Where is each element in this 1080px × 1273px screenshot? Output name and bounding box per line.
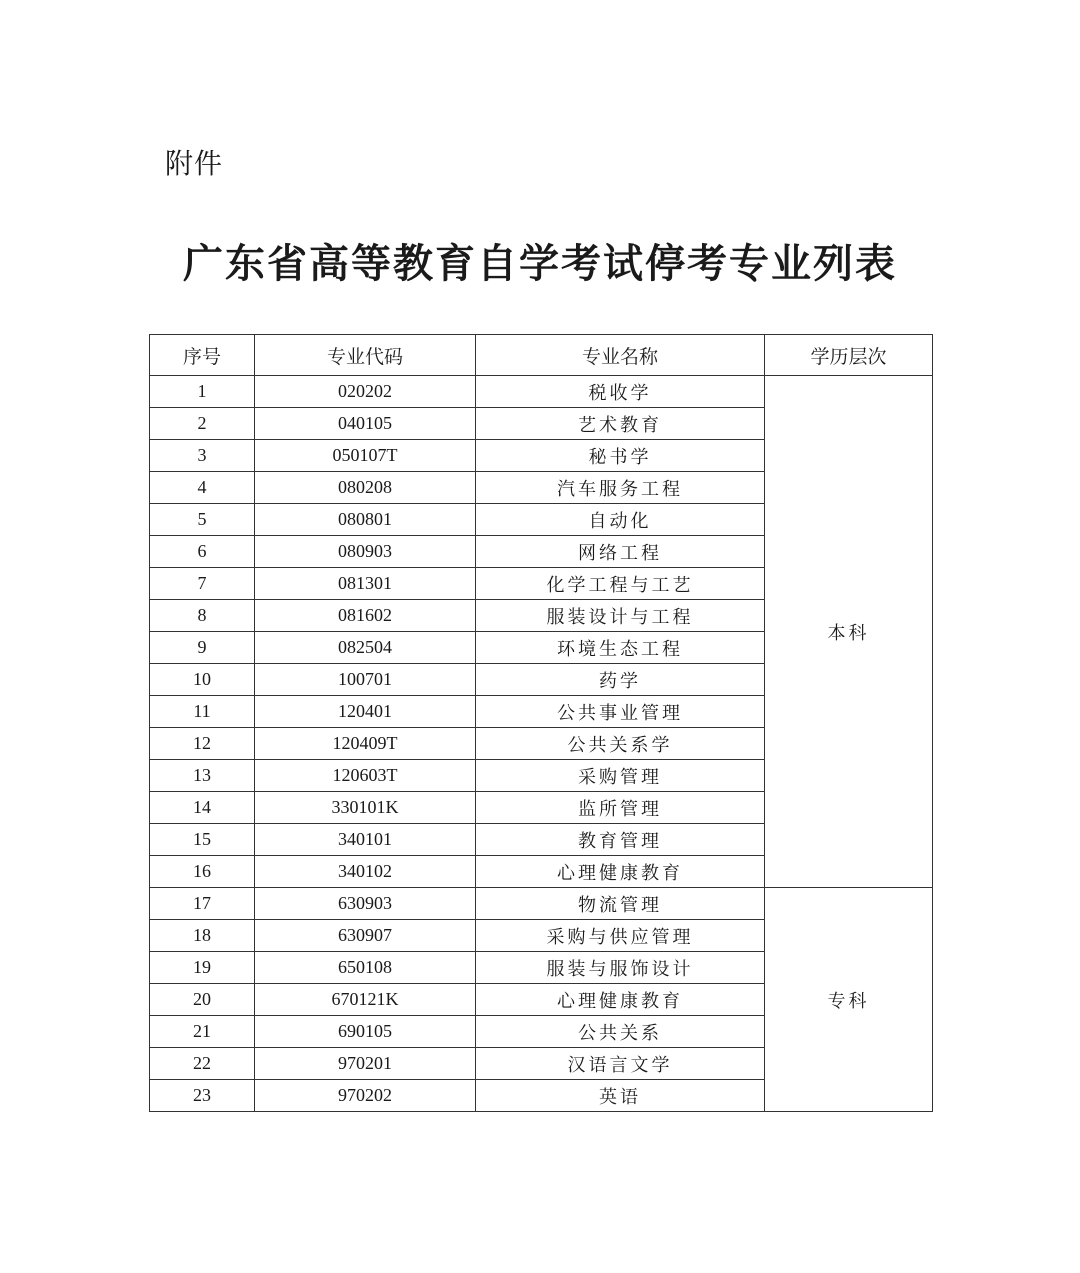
major-name-cell: 汽车服务工程: [476, 472, 765, 504]
major-code-cell: 082504: [255, 632, 476, 664]
major-name-cell: 英语: [476, 1080, 765, 1112]
major-code-cell: 340101: [255, 824, 476, 856]
serial-no-cell: 16: [150, 856, 255, 888]
serial-no-cell: 14: [150, 792, 255, 824]
discontinued-majors-table: [149, 334, 933, 1112]
major-code-cell: 120401: [255, 696, 476, 728]
major-name-cell: 采购与供应管理: [476, 920, 765, 952]
serial-no-cell: 18: [150, 920, 255, 952]
major-code-cell: 040105: [255, 408, 476, 440]
major-name-cell: 教育管理: [476, 824, 765, 856]
major-name-cell: 服装与服饰设计: [476, 952, 765, 984]
major-name-cell: 采购管理: [476, 760, 765, 792]
serial-no-cell: 5: [150, 504, 255, 536]
table-row: [150, 376, 933, 408]
major-code-cell: 080208: [255, 472, 476, 504]
serial-no-cell: 12: [150, 728, 255, 760]
major-name-cell: 网络工程: [476, 536, 765, 568]
major-name-cell: 自动化: [476, 504, 765, 536]
header-serial-no: 序号: [150, 335, 255, 376]
table-header-row: [150, 335, 933, 376]
header-major-code: 专业代码: [255, 335, 476, 376]
major-name-cell: 公共事业管理: [476, 696, 765, 728]
major-name-cell: 艺术教育: [476, 408, 765, 440]
education-level-cell: 本科: [765, 376, 933, 888]
serial-no-cell: 17: [150, 888, 255, 920]
serial-no-cell: 13: [150, 760, 255, 792]
major-name-cell: 监所管理: [476, 792, 765, 824]
serial-no-cell: 7: [150, 568, 255, 600]
header-education-level: 学历层次: [765, 335, 933, 376]
serial-no-cell: 4: [150, 472, 255, 504]
major-code-cell: 120409T: [255, 728, 476, 760]
table-row: [150, 888, 933, 920]
major-code-cell: 020202: [255, 376, 476, 408]
major-code-cell: 081602: [255, 600, 476, 632]
major-name-cell: 药学: [476, 664, 765, 696]
document-title: 广东省高等教育自学考试停考专业列表: [183, 240, 897, 287]
education-level-cell: 专科: [765, 888, 933, 1112]
serial-no-cell: 19: [150, 952, 255, 984]
major-code-cell: 330101K: [255, 792, 476, 824]
major-code-cell: 340102: [255, 856, 476, 888]
serial-no-cell: 3: [150, 440, 255, 472]
major-code-cell: 100701: [255, 664, 476, 696]
major-code-cell: 081301: [255, 568, 476, 600]
major-name-cell: 化学工程与工艺: [476, 568, 765, 600]
serial-no-cell: 2: [150, 408, 255, 440]
serial-no-cell: 21: [150, 1016, 255, 1048]
serial-no-cell: 8: [150, 600, 255, 632]
major-name-cell: 公共关系: [476, 1016, 765, 1048]
major-name-cell: 心理健康教育: [476, 984, 765, 1016]
major-name-cell: 心理健康教育: [476, 856, 765, 888]
serial-no-cell: 20: [150, 984, 255, 1016]
major-code-cell: 670121K: [255, 984, 476, 1016]
major-code-cell: 630907: [255, 920, 476, 952]
major-name-cell: 服装设计与工程: [476, 600, 765, 632]
serial-no-cell: 23: [150, 1080, 255, 1112]
major-name-cell: 税收学: [476, 376, 765, 408]
serial-no-cell: 9: [150, 632, 255, 664]
major-code-cell: 650108: [255, 952, 476, 984]
attachment-label: 附件: [165, 147, 224, 180]
major-name-cell: 物流管理: [476, 888, 765, 920]
table-body: [150, 376, 933, 1112]
major-code-cell: 050107T: [255, 440, 476, 472]
major-code-cell: 970202: [255, 1080, 476, 1112]
major-code-cell: 970201: [255, 1048, 476, 1080]
major-name-cell: 汉语言文学: [476, 1048, 765, 1080]
major-code-cell: 690105: [255, 1016, 476, 1048]
major-code-cell: 630903: [255, 888, 476, 920]
serial-no-cell: 15: [150, 824, 255, 856]
serial-no-cell: 6: [150, 536, 255, 568]
major-name-cell: 环境生态工程: [476, 632, 765, 664]
serial-no-cell: 11: [150, 696, 255, 728]
serial-no-cell: 22: [150, 1048, 255, 1080]
major-name-cell: 公共关系学: [476, 728, 765, 760]
serial-no-cell: 10: [150, 664, 255, 696]
major-code-cell: 080801: [255, 504, 476, 536]
major-code-cell: 120603T: [255, 760, 476, 792]
header-major-name: 专业名称: [476, 335, 765, 376]
serial-no-cell: 1: [150, 376, 255, 408]
major-code-cell: 080903: [255, 536, 476, 568]
major-name-cell: 秘书学: [476, 440, 765, 472]
